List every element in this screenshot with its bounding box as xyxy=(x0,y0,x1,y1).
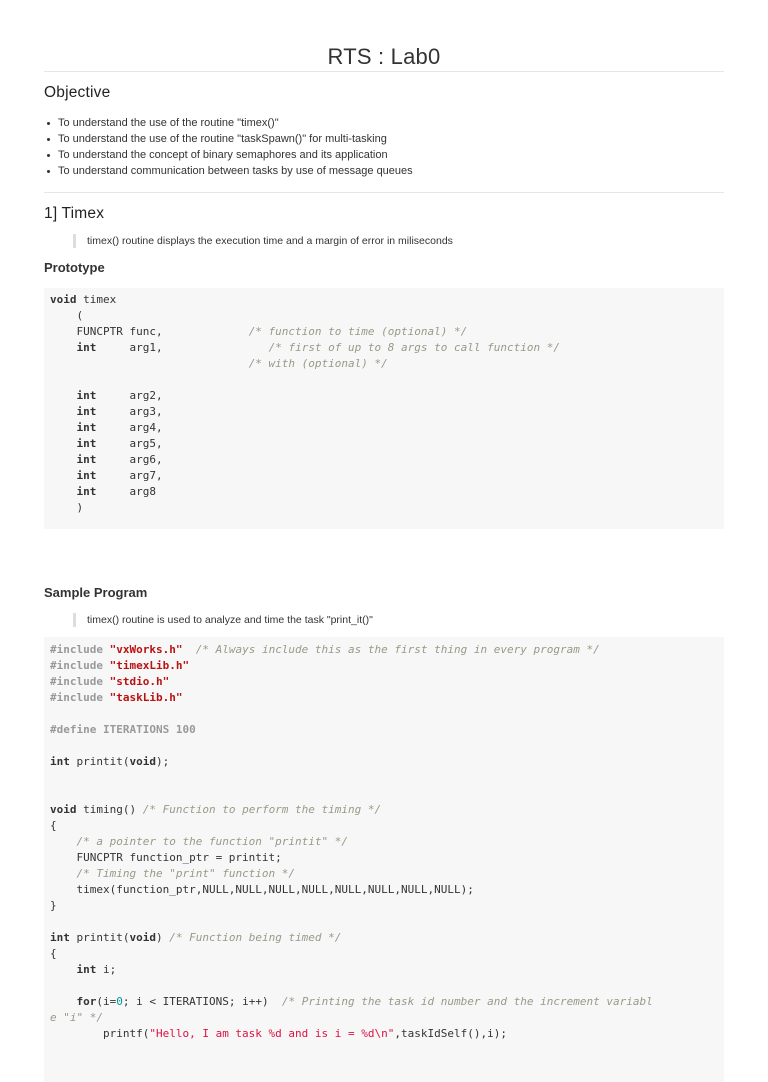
proto-line: /* with (optional) */ xyxy=(248,357,388,370)
proto-line: int arg7, xyxy=(76,469,163,482)
proto-line: ) xyxy=(50,501,84,514)
timex-heading: 1] Timex xyxy=(44,205,105,222)
proto-line: int arg3, xyxy=(76,405,163,418)
proto-line: int arg6, xyxy=(76,453,163,466)
sample-code-block: #include "vxWorks.h" /* Always include this as the first thing in every program */ #include "timexLib.h" #include "stdio.h" #include "taskLib.h" #define ITERATIONS 100 int printit(void); void timing() /* Function to perform the timing */ { /* a pointer to the function "printit" */ FUNCPTR function_ptr = printit; /* Timing the "print" function */ timex(function_ptr,NULL,NULL,NULL,NULL,NULL,NULL,NULL,NULL); } int printit(void) /* Function being timed */ { int i; for(i=0; i < ITERATIONS; i++) /* Printing the task id number and the increment variabl e "i" */ printf("Hello, I am task %d and is i = %d\n",taskIdSelf(),i); xyxy=(44,637,724,1082)
proto-line: ( xyxy=(50,309,84,322)
objective-list xyxy=(44,115,724,179)
objective-item: To understand communication between tasks by use of message queues xyxy=(44,163,724,179)
section-divider xyxy=(44,192,724,193)
proto-line: void timex xyxy=(50,293,117,306)
proto-line: int arg1, /* first of up to 8 args to call function */ xyxy=(76,341,560,354)
prototype-heading: Prototype xyxy=(44,260,105,275)
prototype-code-block xyxy=(44,288,724,529)
objective-item: To understand the use of the routine "timex()" xyxy=(44,115,724,131)
proto-line: FUNCPTR func, /* function to time (optional) */ xyxy=(50,325,468,338)
page-title: RTS : Lab0 xyxy=(327,44,441,69)
proto-line: int arg5, xyxy=(76,437,163,450)
proto-line: int arg2, xyxy=(76,389,163,402)
title-divider xyxy=(44,71,724,72)
document-page xyxy=(44,0,724,1082)
objective-item: To understand the use of the routine "taskSpawn()" for multi-tasking xyxy=(44,131,724,147)
objective-item: To understand the concept of binary semaphores and its application xyxy=(44,147,724,163)
proto-line: int arg4, xyxy=(76,421,163,434)
timex-description-quote: timex() routine displays the execution time and a margin of error in miliseconds xyxy=(73,234,724,248)
sample-program-heading: Sample Program xyxy=(44,585,148,600)
sample-program-quote: timex() routine is used to analyze and time the task "print_it()" xyxy=(73,613,724,627)
objective-heading: Objective xyxy=(44,84,111,101)
proto-line: int arg8 xyxy=(76,485,156,498)
